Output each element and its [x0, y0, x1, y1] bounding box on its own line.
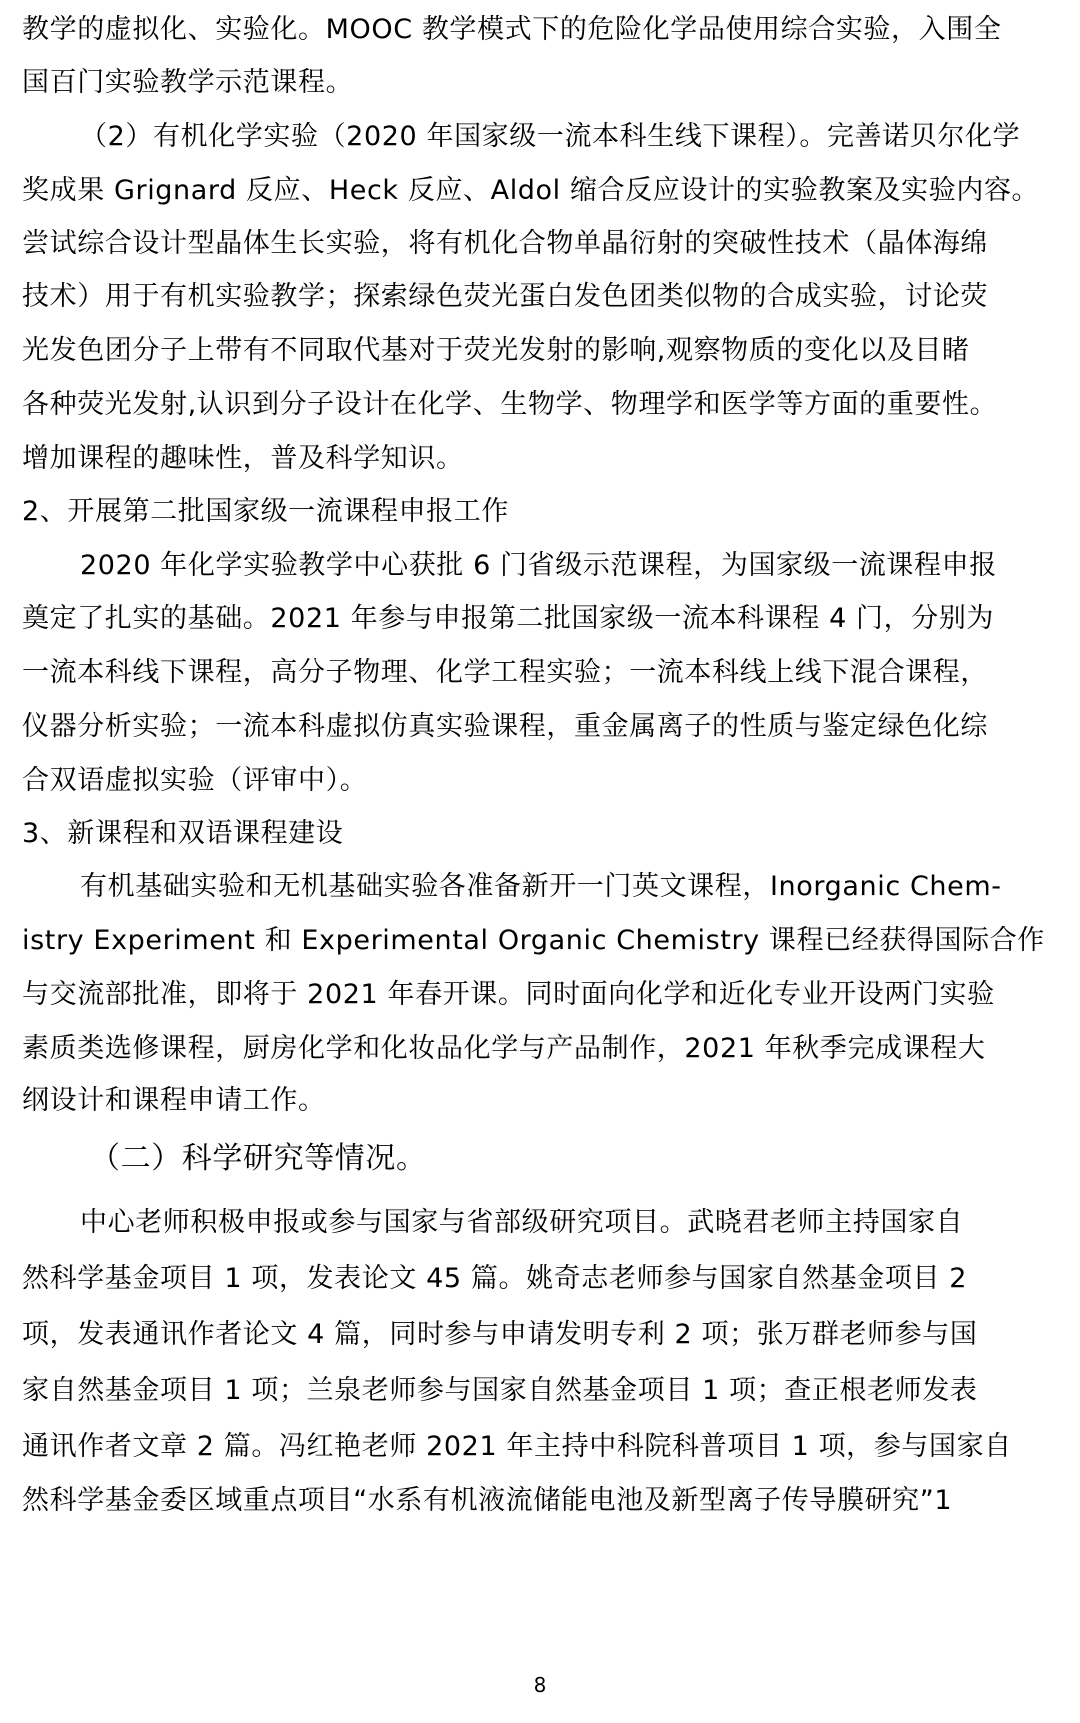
text-line: 教学的虚拟化、实验化。MOOC 教学模式下的危险化学品使用综合实验，入围全 [22, 14, 1002, 45]
paragraph-first-line: 中心老师积极申报或参与国家与省部级研究项目。武晓君老师主持国家自 [80, 1207, 964, 1238]
text-line: 纲设计和课程申请工作。 [22, 1085, 326, 1116]
section-heading: 2、开展第二批国家级一流课程申报工作 [22, 496, 509, 527]
text-line: 与交流部批准，即将于 2021 年春开课。同时面向化学和近化专业开设两门实验 [22, 979, 995, 1010]
text-line: 各种荧光发射,认识到分子设计在化学、生物学、物理学和医学等方面的重要性。 [22, 389, 998, 420]
text-line: 项，发表通讯作者论文 4 篇，同时参与申请发明专利 2 项；张万群老师参与国 [22, 1319, 978, 1350]
text-line: 增加课程的趣味性，普及科学知识。 [22, 443, 464, 474]
text-line: 国百门实验教学示范课程。 [22, 67, 354, 98]
text-line: 素质类选修课程，厨房化学和化妆品化学与产品制作，2021 年秋季完成课程大 [22, 1033, 986, 1064]
page-number: 8 [533, 1673, 547, 1697]
text-line: 然科学基金委区域重点项目“水系有机液流储能电池及新型离子传导膜研究”1 [22, 1485, 953, 1516]
text-line: istry Experiment 和 Experimental Organic Chemistry 课程已经获得国际合作 [22, 925, 1045, 956]
text-line: 光发色团分子上带有不同取代基对于荧光发射的影响,观察物质的变化以及目睹 [22, 335, 970, 366]
paragraph-first-line: 有机基础实验和无机基础实验各准备新开一门英文课程，Inorganic Chem- [80, 871, 1002, 902]
text-line: 技术）用于有机实验教学；探索绿色荧光蛋白发色团类似物的合成实验，讨论荧 [22, 281, 988, 312]
text-line: 尝试综合设计型晶体生长实验，将有机化合物单晶衍射的突破性技术（晶体海绵 [22, 228, 988, 259]
text-line: 合双语虚拟实验（评审中）。 [22, 765, 368, 796]
text-line: 仪器分析实验；一流本科虚拟仿真实验课程，重金属离子的性质与鉴定绿色化综 [22, 711, 988, 742]
text-line: 奖成果 Grignard 反应、Heck 反应、Aldol 缩合反应设计的实验教案及实验内容。 [22, 175, 1040, 206]
text-line: 奠定了扎实的基础。2021 年参与申报第二批国家级一流本科课程 4 门，分别为 [22, 603, 995, 634]
section-heading: 3、新课程和双语课程建设 [22, 818, 344, 849]
subsection-heading: （二）科学研究等情况。 [90, 1141, 427, 1176]
paragraph-first-line: （2）有机化学实验（2020 年国家级一流本科生线下课程）。完善诺贝尔化学 [80, 121, 1021, 152]
paragraph-first-line: 2020 年化学实验教学中心获批 6 门省级示范课程，为国家级一流课程申报 [80, 550, 997, 581]
text-line: 然科学基金项目 1 项，发表论文 45 篇。姚奇志老师参与国家自然基金项目 2 [22, 1263, 968, 1294]
text-line: 家自然基金项目 1 项；兰泉老师参与国家自然基金项目 1 项；查正根老师发表 [22, 1375, 978, 1406]
text-line: 通讯作者文章 2 篇。冯红艳老师 2021 年主持中科院科普项目 1 项，参与国家自 [22, 1431, 1012, 1462]
text-line: 一流本科线下课程，高分子物理、化学工程实验；一流本科线上线下混合课程， [22, 657, 988, 688]
